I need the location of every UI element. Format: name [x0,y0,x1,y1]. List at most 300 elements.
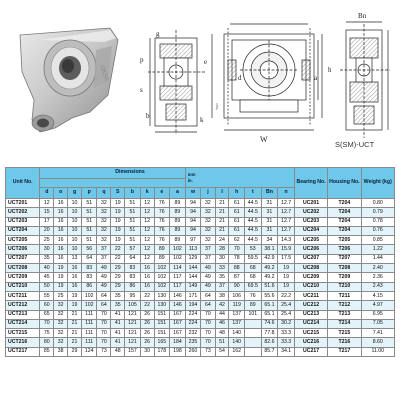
weight-cell: 0.80 [361,199,394,208]
dimension-cell: 16 [68,264,82,273]
weight-cell: 8.60 [361,338,394,347]
column-header-bn: Bn [261,188,278,199]
dimension-cell: 12.7 [278,217,295,226]
dimension-cell: 21 [215,208,229,217]
dimension-cell: 102 [170,245,186,254]
bearing-no-cell: UC202 [294,208,327,217]
dimension-cell: 12 [140,236,154,245]
dimension-cell: 26 [140,338,154,347]
dimension-cell: 26 [140,319,154,328]
dimension-cell: 102 [154,282,170,291]
dimension-cell: 88 [229,264,245,273]
housing-no-cell: T211 [328,291,361,300]
dimension-cell: 124 [81,347,97,356]
weight-cell: 0.79 [361,208,394,217]
dimension-cell: 44.5 [245,236,262,245]
dimension-cell: 89 [170,199,186,208]
bearing-no-cell: UC201 [294,199,327,208]
dimension-cell: 10 [68,236,82,245]
dimension-cell: 77.8 [261,329,278,338]
header-dimensions-spacer [40,179,185,188]
dimension-cell: 49 [97,264,111,273]
unit-no-cell: UCT211 [6,291,40,300]
dimension-cell: 44 [215,310,229,319]
dimension-cell: 44.5 [245,208,262,217]
housing-no-cell: T204 [328,208,361,217]
dimension-cell: 74.6 [261,319,278,328]
dimension-cell: 87 [229,273,245,282]
unit-no-cell: UCT215 [6,329,40,338]
dimension-cell: 22 [111,245,125,254]
section-view-drawing [340,22,390,138]
dimension-cell: 35 [111,291,125,300]
weight-cell: 2.40 [361,264,394,273]
dimension-cell: 12 [140,208,154,217]
unit-no-cell: UCT209 [6,273,40,282]
dimension-cell: 17.5 [278,254,295,263]
column-header-e: e [154,188,170,199]
housing-no-cell: T217 [328,347,361,356]
dimension-cell: 25.4 [278,310,295,319]
dimension-cell: 102 [154,264,170,273]
dimension-cell: 101 [245,310,262,319]
dimension-cell: 19 [111,199,125,208]
table-row [6,301,395,310]
header-weight: Weight (kg) [361,168,394,199]
dimension-cell: 89 [170,208,186,217]
dimension-cell: 16 [140,273,154,282]
dimension-cell: 29 [68,347,82,356]
dimension-cell: 167 [170,329,186,338]
header-housing-no: Housing No. [328,168,361,199]
dimension-cell: 51 [215,338,229,347]
dimension-cell: 19 [278,264,295,273]
dimension-cell: 10 [68,199,82,208]
side-view-drawing [148,30,208,134]
dimension-cell: 10 [68,208,82,217]
dimension-cell: 12 [140,245,154,254]
dimension-cell: 121 [125,329,141,338]
bearing-no-cell: UC210 [294,282,327,291]
dimension-cell: 235 [185,338,201,347]
unit-no-cell: UCT210 [6,282,40,291]
dimension-cell: 44.5 [245,226,262,235]
dimension-cell: 64 [97,301,111,310]
bearing-no-cell: UC209 [294,273,327,282]
dimension-cell: 49 [201,264,215,273]
dimension-cell: 32 [54,329,68,338]
dimension-cell: 33 [215,264,229,273]
dimension-cell: 35 [215,273,229,282]
dimension-cell: 32 [54,319,68,328]
weight-cell: 4.97 [361,301,394,310]
dimension-cell: 64 [81,254,97,263]
dimension-cell: 94 [185,226,201,235]
header-bearing-no: Bearing No. [294,168,327,199]
dimension-cell: 260 [185,347,201,356]
dimension-cell: 33.3 [278,329,295,338]
dimension-cell: 51 [81,226,97,235]
table-row [6,217,395,226]
dimension-cell: 89 [154,245,170,254]
dimension-cell: 51 [81,236,97,245]
dimension-cell: 70 [97,338,111,347]
dimension-cell: 15.9 [278,245,295,254]
dim-label-s: s [140,86,143,94]
housing-no-cell: T205 [328,236,361,245]
dim-label-g: g [156,30,160,38]
dimension-cell: 61 [229,226,245,235]
dimension-cell: 102 [154,273,170,282]
dimension-cell: 111 [81,338,97,347]
unit-no-cell: UCT207 [6,254,40,263]
dimension-cell: 21 [215,217,229,226]
header-units-in: in. [187,177,193,183]
weight-cell: 7.41 [361,329,394,338]
dimension-cell: 70 [40,319,54,328]
bearing-no-cell: UC208 [294,264,327,273]
bearing-no-cell: UC203 [294,217,327,226]
dimension-cell: 41 [111,329,125,338]
dimension-cell: 194 [185,301,201,310]
dimension-cell: 19 [111,208,125,217]
housing-no-cell: T208 [328,264,361,273]
dimension-cell: 19 [68,291,82,300]
dimension-cell: 32 [201,226,215,235]
weight-cell: 0.85 [361,236,394,245]
dimension-cell: 32 [201,199,215,208]
dimension-cell: 32 [97,236,111,245]
dimension-cell: 70 [229,245,245,254]
dimension-cell: 32 [201,208,215,217]
dimension-cell: 157 [125,347,141,356]
spec-table [5,167,395,357]
column-header-o: o [54,188,68,199]
dimension-cell: 106 [229,291,245,300]
dimension-cell: 12.7 [278,208,295,217]
unit-no-cell: UCT212 [6,301,40,310]
dimension-cell: 70 [201,310,215,319]
column-header-b: b [125,188,141,199]
dimension-cell: 83 [125,264,141,273]
dimension-cell: 102 [81,301,97,310]
dimension-cell: 45 [40,273,54,282]
dimension-cell: 16 [54,254,68,263]
unit-no-cell: UCT217 [6,347,40,356]
housing-no-cell: T213 [328,310,361,319]
dimension-cell: 111 [81,319,97,328]
dimension-cell [245,347,262,356]
housing-no-cell: T212 [328,301,361,310]
dimension-cell: 85 [40,347,54,356]
dimension-cell: 113 [185,245,201,254]
table-row [6,338,395,347]
dimension-cell: 86 [81,282,97,291]
dimension-cell: 130 [154,301,170,310]
column-header-a: a [170,188,186,199]
column-header-g: g [68,188,82,199]
dimension-cell: 64 [201,301,215,310]
bearing-no-cell: UC213 [294,310,327,319]
bearing-no-cell: UC216 [294,338,327,347]
unit-no-cell: UCT204 [6,226,40,235]
dimension-cell: 146 [170,291,186,300]
bearing-no-cell: UC204 [294,226,327,235]
dimension-cell: 130 [154,291,170,300]
dimension-cell: 48 [215,329,229,338]
dimension-cell: 37 [201,245,215,254]
dimension-cell: 117 [170,282,186,291]
dimension-cell: 38 [215,291,229,300]
dimension-cell: 51.6 [261,282,278,291]
dimension-cell: 144 [185,273,201,282]
bearing-no-cell: UC215 [294,329,327,338]
table-row [6,329,395,338]
dimension-cell: 102 [81,291,97,300]
dimension-cell: 30.2 [278,319,295,328]
dimension-cell: 35 [40,254,54,263]
column-header-w: w [185,188,201,199]
unit-no-cell: UCT203 [6,217,40,226]
dimension-cell: 137 [229,319,245,328]
dimension-cell: 70 [201,338,215,347]
bearing-no-cell: UC217 [294,347,327,356]
dimension-cell: 85.7 [261,347,278,356]
dimension-cell: 46 [215,319,229,328]
bearing-no-cell: UC206 [294,245,327,254]
dimension-cell: 73 [201,347,215,356]
housing-no-cell: T209 [328,273,361,282]
dimension-cell: 49 [97,273,111,282]
dimension-cell: 12 [140,217,154,226]
dimension-cell: 32 [201,236,215,245]
dimension-cell: 90 [229,282,245,291]
dimension-cell: 42 [215,301,229,310]
dimension-cell: 29 [111,273,125,282]
dimension-cell: 41 [111,319,125,328]
header-unit-no: Unit No. [6,168,40,199]
weight-cell: 4.15 [361,291,394,300]
dimension-cell: 49.2 [261,273,278,282]
weight-cell: 2.43 [361,282,394,291]
dimension-cell: 26 [140,310,154,319]
dimension-cell: 37 [97,245,111,254]
dimension-cell: 16 [68,273,82,282]
svg-text:SBSS: SBSS [98,64,110,82]
housing-no-cell: T216 [328,338,361,347]
dimension-cell: 12.7 [278,199,295,208]
dimension-cell: 64 [201,291,215,300]
dimension-cell: 15 [40,208,54,217]
dimension-cell: 55.6 [261,291,278,300]
unit-no-cell: UCT205 [6,236,40,245]
table-row [6,254,395,263]
dimension-cell: 65.1 [261,310,278,319]
dimension-cell: 25 [54,291,68,300]
housing-no-cell: T210 [328,282,361,291]
dim-label-d: d [238,74,242,82]
weight-cell: 1.44 [361,254,394,263]
dimension-cell: 89 [170,226,186,235]
dimension-cell: 149 [185,282,201,291]
dimension-cell: 48 [111,347,125,356]
dimension-cell: 78 [229,254,245,263]
dimension-cell: 51 [81,199,97,208]
dimension-cell: 44.5 [245,199,262,208]
dimension-cell: 56 [81,245,97,254]
housing-no-cell: T215 [328,329,361,338]
dimension-cell: 232 [185,329,201,338]
dimension-cell: 70 [97,329,111,338]
dimension-cell: 167 [170,310,186,319]
housing-no-cell: T204 [328,217,361,226]
dimension-cell: 68 [245,264,262,273]
dimension-cell: 31 [261,199,278,208]
dimension-cell: 30 [215,254,229,263]
dimension-cell: 32 [97,199,111,208]
dimension-cell: 22 [140,301,154,310]
dimension-cell: 29 [111,264,125,273]
weight-cell: 6.95 [361,310,394,319]
dimension-cell: 61 [229,199,245,208]
dimension-cell: 89 [170,236,186,245]
dimension-cell: 16 [140,264,154,273]
dimension-cell: 24 [215,236,229,245]
dimension-cell: 137 [229,310,245,319]
weight-cell: 1.22 [361,245,394,254]
dimension-cell: 19 [278,282,295,291]
dimension-cell: 30 [140,347,154,356]
dimension-cell: 49 [201,282,215,291]
unit-no-cell: UCT214 [6,319,40,328]
dimension-cell: 31 [261,226,278,235]
table-row [6,319,395,328]
dimension-cell: 121 [125,338,141,347]
dimension-cell: 20 [40,226,54,235]
dimension-cell: 54 [215,347,229,356]
dimension-cell: 37 [97,254,111,263]
dimension-cell: 17 [40,217,54,226]
dimension-cell: 16 [54,236,68,245]
dimension-cell: 25 [40,236,54,245]
dimension-cell: 76 [154,208,170,217]
dimension-cell: 64 [125,254,141,263]
housing-no-cell: T207 [328,254,361,263]
dimension-cell: 60 [40,301,54,310]
dimension-cell: 49.2 [261,264,278,273]
dimension-cell: 105 [125,301,141,310]
dimension-cell: 65 [40,310,54,319]
dimension-cell: 70 [201,329,215,338]
bearing-no-cell: UC205 [294,236,327,245]
dimension-cell: 51 [125,217,141,226]
dimension-cell [245,329,262,338]
dimension-cell: 51 [81,217,97,226]
dimension-cell: 165 [154,338,170,347]
table-row [6,264,395,273]
dimension-cell: 51 [125,226,141,235]
dimension-cell: 224 [185,319,201,328]
dimension-cell: 151 [154,319,170,328]
dimension-cell: 76 [245,291,262,300]
dim-label-b: b [146,112,150,120]
dimension-cell: 10 [68,217,82,226]
dimension-cell: 19 [54,264,68,273]
dimension-cell: 14.3 [278,236,295,245]
dimension-cell: 151 [154,329,170,338]
dimension-cell: 34.1 [278,347,295,356]
dimension-cell: 26 [140,329,154,338]
dimension-cell: 19 [111,236,125,245]
dimension-cell: 76 [154,226,170,235]
dimension-cell: 32 [97,217,111,226]
dimension-cell: 32 [54,310,68,319]
unit-no-cell: UCT213 [6,310,40,319]
dim-label-h: h [328,66,332,74]
dimension-cell: 37 [201,254,215,263]
dimension-cell: 49 [201,273,215,282]
dimension-cell: 76 [154,217,170,226]
dim-label-k: k [200,116,204,124]
dimension-cell: 65.1 [261,301,278,310]
dimension-cell: 140 [229,338,245,347]
dimension-cell: 29 [111,282,125,291]
product-photo [20,28,118,132]
table-row [6,245,395,254]
dimension-cell: 119 [229,301,245,310]
unit-no-cell: UCT208 [6,264,40,273]
dimension-cell: 117 [170,273,186,282]
dimension-cell: 31 [261,208,278,217]
column-header-d: d [40,188,54,199]
dim-label-bn: Bn [358,12,367,20]
table-row [6,310,395,319]
housing-no-cell: T206 [328,245,361,254]
housing-no-cell: T214 [328,319,361,328]
dimension-cell: 32 [97,208,111,217]
dimension-cell: 114 [170,264,186,273]
dimension-cell: 37 [215,282,229,291]
weight-cell: 7.05 [361,319,394,328]
dimension-cell: 111 [81,310,97,319]
dimension-cell: 16 [54,245,68,254]
dimension-cell: 51 [125,208,141,217]
dimension-cell: 32 [54,301,68,310]
dimension-cell: 13 [68,254,82,263]
dimension-cell: 21 [215,226,229,235]
column-header-h: h [229,188,245,199]
dimension-cell: 121 [125,310,141,319]
dimension-cell: 53 [245,245,262,254]
dimension-cell: 151 [154,310,170,319]
dimension-cell: 31 [261,217,278,226]
dimension-cell: 38 [54,347,68,356]
weight-cell: 11.00 [361,347,394,356]
weight-cell: 0.76 [361,226,394,235]
dimension-cell: 16 [68,282,82,291]
dimension-cell: 19 [111,217,125,226]
column-header-k: k [140,188,154,199]
dimension-cell [245,319,262,328]
dimension-cell: 146 [170,301,186,310]
dimension-cell: 70 [201,319,215,328]
column-header-n: n [278,188,295,199]
dimension-cell: 12.7 [278,226,295,235]
table-row [6,236,395,245]
dimension-cell: 19 [54,282,68,291]
column-header-l: l [215,188,229,199]
column-header-j: j [201,188,215,199]
